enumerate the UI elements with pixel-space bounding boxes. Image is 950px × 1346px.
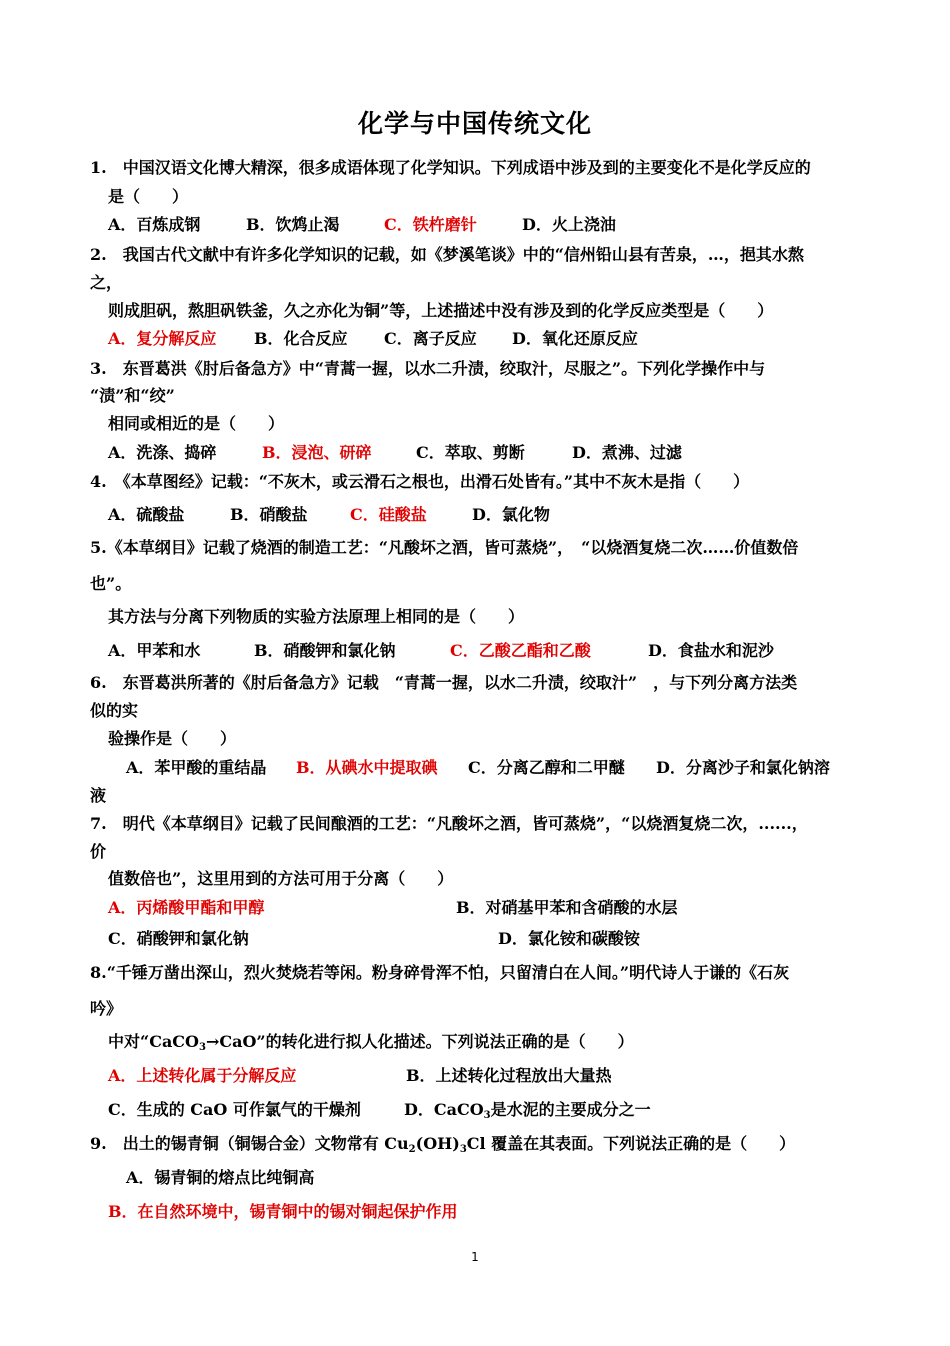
question-7-line-3: 值数倍也”，这里用到的方法可用于分离（ ） xyxy=(108,869,454,888)
option-a: A．苯甲酸的重结晶 xyxy=(126,758,267,777)
option-c: C．萃取、剪断 xyxy=(416,443,525,462)
question-5-line-1: 5.《本草纲目》记载了烧酒的制造工艺：“凡酸坏之酒，皆可蒸烧”， “以烧酒复烧二次……价值数倍 xyxy=(90,538,799,557)
question-2-line-1: 2. 我国古代文献中有许多化学知识的记载，如《梦溪笔谈》中的“信州铅山县有苦泉，…，挹其水熬 xyxy=(90,245,804,264)
option-a-answer: A．丙烯酸甲酯和甲醇 xyxy=(108,898,265,917)
stem-text-b: Cl 覆盖在其表面。下列说法正确的是（ ） xyxy=(466,1134,796,1153)
question-6-line-3: 验操作是（ ） xyxy=(108,729,237,748)
question-8-stem xyxy=(108,1032,634,1052)
option-d: D．食盐水和泥沙 xyxy=(648,641,774,660)
page-title: 化学与中国传统文化 xyxy=(357,109,592,138)
option-b: B．硝酸钾和氯化钠 xyxy=(254,641,396,660)
option-d: D．氯化铵和碳酸铵 xyxy=(498,929,640,948)
option-a: A．百炼成钢 xyxy=(108,215,201,234)
option-d-subscript: 3 xyxy=(483,1110,491,1121)
question-1-line-1: 1. 中国汉语文化博大精深，很多成语体现了化学知识。下列成语中涉及到的主要变化不是化学反应的 xyxy=(90,158,811,177)
option-d: D．煮沸、过滤 xyxy=(572,443,682,462)
option-b-answer: B．从碘水中提取碘 xyxy=(296,758,438,777)
question-3-line-1: 3. 东晋葛洪《肘后备急方》中“青蒿一握，以水二升渍，绞取汁，尽服之”。下列化学操作中与 xyxy=(90,359,766,378)
stem-text-b: →CaO”的转化进行拟人化描述。下列说法正确的是（ ） xyxy=(205,1032,634,1051)
option-d: D．火上浇油 xyxy=(522,215,616,234)
question-8-line-1: 8.“千锤万凿出深山，烈火焚烧若等闲。粉身碎骨浑不怕，只留清白在人间。”明代诗人于谦的《石灰 xyxy=(90,963,790,982)
question-6-line-4: 液 xyxy=(90,786,107,805)
option-d-text-b: 是水泥的主要成分之一 xyxy=(490,1100,651,1119)
option-d: D．氯化物 xyxy=(472,505,550,524)
option-a-answer: A．上述转化属于分解反应 xyxy=(108,1066,297,1085)
option-b: B．饮鸩止渴 xyxy=(246,215,340,234)
question-2-line-3: 则成胆矾，熬胆矾铁釜，久之亦化为铜”等，上述描述中没有涉及到的化学反应类型是（ ） xyxy=(108,301,774,320)
stem-subscript-1: 2 xyxy=(408,1144,416,1155)
stem-text-mid: (OH) xyxy=(415,1134,460,1153)
option-c: C．离子反应 xyxy=(384,329,477,348)
option-c: C．硝酸钾和氯化钠 xyxy=(108,929,249,948)
option-d xyxy=(404,1100,651,1120)
stem-text-a: 中对“CaCO xyxy=(108,1032,199,1051)
option-c-answer: C．硅酸盐 xyxy=(350,505,427,524)
question-3-line-3: 相同或相近的是（ ） xyxy=(108,414,285,433)
question-1-line-2: 是（ ） xyxy=(108,187,189,206)
option-b: B．硝酸盐 xyxy=(230,505,308,524)
question-6-line-1: 6. 东晋葛洪所著的《肘后备急方》记载 “青蒿一握，以水二升渍，绞取汁” ，与下列分离方法类 xyxy=(90,673,798,692)
page-number: 1 xyxy=(471,1250,479,1264)
question-3-line-2: “渍”和“绞” xyxy=(90,386,175,405)
option-c: C．分离乙醇和二甲醚 xyxy=(468,758,625,777)
question-9-option-b-answer: B．在自然环境中，锡青铜中的锡对铜起保护作用 xyxy=(108,1202,458,1221)
stem-subscript: 3 xyxy=(198,1042,206,1053)
question-9-stem xyxy=(90,1134,795,1154)
question-7-line-1: 7. 明代《本草纲目》记载了民间酿酒的工艺：“凡酸坏之酒，皆可蒸烧”，“以烧酒复烧二次，......， xyxy=(90,814,808,833)
question-5-line-2: 也”。 xyxy=(90,574,132,593)
option-b: B．化合反应 xyxy=(254,329,348,348)
option-c: C．生成的 CaO 可作氯气的干燥剂 xyxy=(108,1100,361,1119)
question-2-line-2: 之， xyxy=(90,273,123,292)
option-a: A．甲苯和水 xyxy=(108,641,201,660)
option-a-answer: A．复分解反应 xyxy=(108,329,217,348)
question-6-line-2: 似的实 xyxy=(90,701,139,720)
option-a: A．洗涤、捣碎 xyxy=(108,443,217,462)
option-a: A．硫酸盐 xyxy=(108,505,185,524)
option-c-answer: C．乙酸乙酯和乙酸 xyxy=(450,641,591,660)
option-b-answer: B．浸泡、研碎 xyxy=(262,443,372,462)
option-b: B．对硝基甲苯和含硝酸的水层 xyxy=(456,898,678,917)
option-c-answer: C．铁杵磨针 xyxy=(384,215,477,234)
question-8-line-2: 吟》 xyxy=(90,999,123,1018)
question-9-option-a: A．锡青铜的熔点比纯铜高 xyxy=(126,1168,315,1187)
option-d-text-a: D．CaCO xyxy=(404,1100,484,1119)
stem-text-a: 9. 出土的锡青铜（铜锡合金）文物常有 Cu xyxy=(90,1134,409,1153)
question-4-line-1: 4. 《本草图经》记载：“不灰木，或云滑石之根也，出滑石处皆有。”其中不灰木是指（ ） xyxy=(90,472,750,491)
option-b: B．上述转化过程放出大量热 xyxy=(406,1066,612,1085)
stem-subscript-2: 3 xyxy=(459,1144,467,1155)
question-5-line-3: 其方法与分离下列物质的实验方法原理上相同的是（ ） xyxy=(108,607,525,626)
option-d: D．分离沙子和氯化钠溶 xyxy=(656,758,830,777)
question-7-line-2: 价 xyxy=(90,842,107,861)
option-d: D．氧化还原反应 xyxy=(512,329,638,348)
